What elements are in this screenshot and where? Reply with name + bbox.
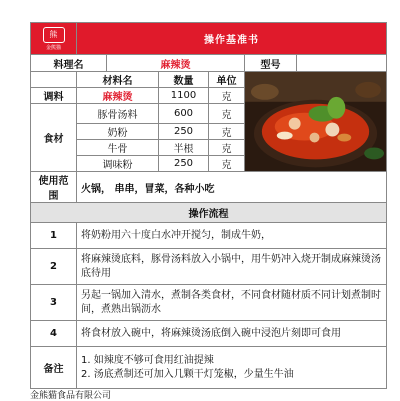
recipe-sheet: [30, 22, 386, 400]
step-text: 将食材放入碗中，将麻辣烫汤底倒入碗中浸泡片刻即可食用: [77, 321, 387, 347]
food-category: 食材: [31, 104, 77, 172]
ingredient-name: 牛骨: [77, 140, 159, 156]
logo-mark-icon: 熊: [43, 27, 65, 43]
usage-value: 火锅， 串串，冒菜，各种小吃: [77, 172, 387, 203]
page-title: 操作基准书: [77, 23, 387, 55]
ingredient-qty: 250: [159, 156, 209, 172]
step-number: 2: [31, 249, 77, 285]
notes-content: [77, 347, 387, 389]
model-value: [297, 55, 387, 72]
logo-cell: [31, 23, 77, 55]
category-header-empty: [31, 72, 77, 88]
ingredient-qty: 1100: [159, 88, 209, 104]
ingredient-unit: 克: [209, 140, 245, 156]
ingredient-name: 奶粉: [77, 124, 159, 140]
brand-logo: [37, 24, 71, 54]
recipe-table: [30, 22, 387, 389]
step-text: 将奶粉用六十度白水冲开搅匀，制成牛奶，: [77, 223, 387, 249]
ingredient-unit: 克: [209, 124, 245, 140]
step-text: 另起一锅加入清水，煮制各类食材，不同食材随材质不同计划煮制时间，煮熟出锅沥水: [77, 285, 387, 321]
col-material-header: 材料名: [77, 72, 159, 88]
col-unit-header: 单位: [209, 72, 245, 88]
logo-text: 金熊猫: [45, 44, 61, 51]
dish-name-value: 麻辣烫: [107, 55, 245, 72]
seasoning-category: 调料: [31, 88, 77, 104]
company-footer: 金熊猫食品有限公司: [30, 391, 112, 401]
usage-label: 使用范围: [31, 172, 77, 203]
ingredient-qty: 半根: [159, 140, 209, 156]
ingredient-name: 麻辣烫: [77, 88, 159, 104]
col-qty-header: 数量: [159, 72, 209, 88]
model-label: 型号: [245, 55, 297, 72]
step-number: 1: [31, 223, 77, 249]
step-number: 3: [31, 285, 77, 321]
ingredient-name: 调味粉: [77, 156, 159, 172]
notes-label: 备注: [31, 347, 77, 389]
ingredient-name: 豚骨汤料: [77, 104, 159, 124]
process-title: 操作流程: [31, 203, 387, 223]
note-line: 2. 汤底煮制还可加入几颗干灯笼椒，少量生牛油: [81, 368, 294, 380]
ingredient-qty: 600: [159, 104, 209, 124]
dish-photo-cell: [245, 72, 387, 172]
dish-photo: [245, 72, 386, 171]
step-number: 4: [31, 321, 77, 347]
dish-name-label: 料理名: [31, 55, 107, 72]
ingredient-unit: 克: [209, 88, 245, 104]
step-text: 将麻辣烫底料，豚骨汤料放入小锅中，用牛奶冲入烧开制成麻辣烫汤底待用: [77, 249, 387, 285]
ingredient-unit: 克: [209, 156, 245, 172]
note-line: 1. 如辣度不够可食用红油提辣: [81, 354, 214, 366]
ingredient-unit: 克: [209, 104, 245, 124]
ingredient-qty: 250: [159, 124, 209, 140]
